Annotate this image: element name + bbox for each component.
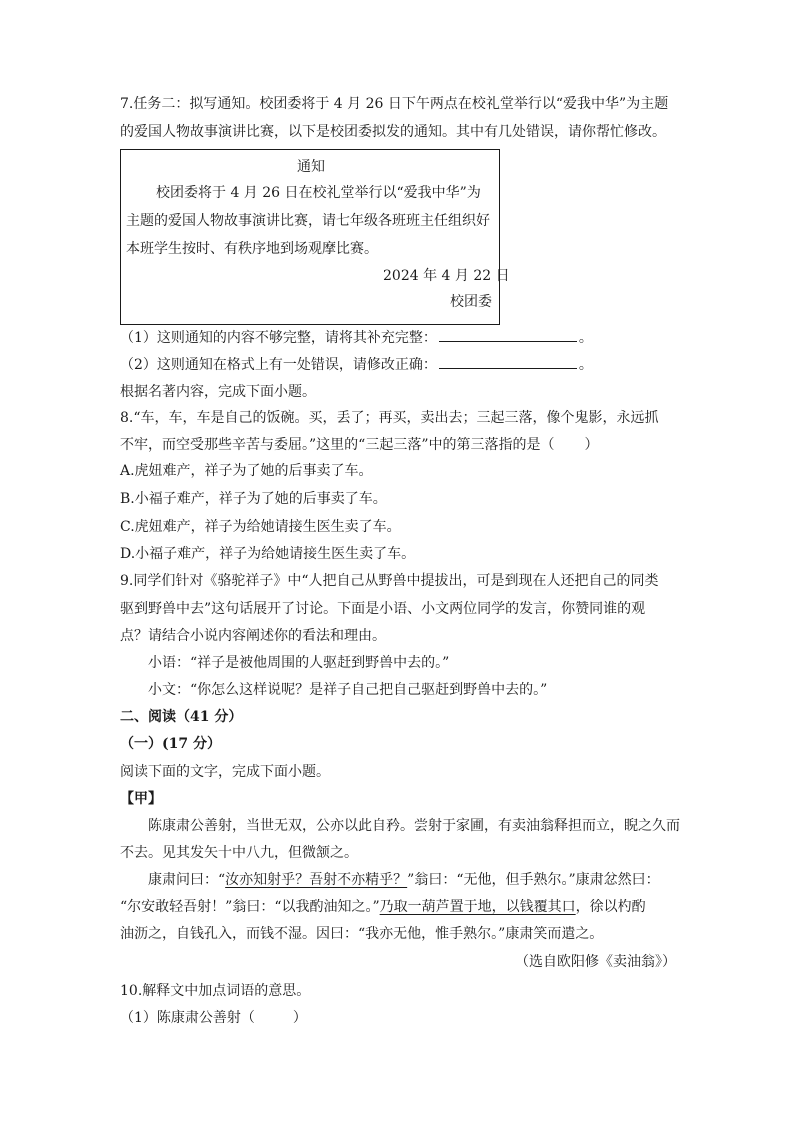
passage-source: （选自欧阳修《卖油翁》） (515, 954, 676, 970)
section-heading: 二、阅读（41 分） (120, 709, 243, 725)
famous-book-intro: 根据名著内容，完成下面小题。 (120, 384, 316, 400)
p2-line1-b: ”翁曰：“无他，但手熟尔。”康肃忿然曰： (407, 872, 660, 888)
q8-option-c[interactable]: C.虎妞难产，祥子为给她请接生医生卖了车。 (120, 519, 401, 535)
q7-sub1-text: （1）这则通知的内容不够完整，请将其补充完整： (120, 330, 437, 346)
answer-blank-1[interactable] (439, 327, 577, 342)
reading-instruction: 阅读下面的文字，完成下面小题。 (120, 764, 330, 780)
q8-line1: 8.“车，车，车是自己的饭碗。买，丢了；再买，卖出去；三起三落，像个鬼影，永远抓 (120, 410, 659, 426)
notice-body-line3: 本班学生按时、有秩序地到场观摩比赛。 (126, 241, 378, 257)
q9-line2: 驱到野兽中去”这句话展开了讨论。下面是小语、小文两位同学的发言，你赞同谁的观 (120, 601, 646, 617)
q9-line1: 9.同学们针对《骆驼祥子》中“人把自己从野兽中提拔出，可是到现在人还把自己的同类 (120, 573, 659, 589)
q7-sub1 (120, 327, 593, 348)
p2-line2-a: “尔安敢轻吾射！”翁曰：“以我酌油知之。” (120, 899, 380, 915)
q10-line1: 10.解释文中加点词语的意思。 (120, 983, 311, 999)
q9-xiaowen: 小文：“你怎么这样说呢？是祥子自己把自己驱赶到野兽中去的。” (148, 682, 548, 698)
p2-line2-underlined: 乃取一葫芦置于地，以钱覆其口 (379, 899, 576, 915)
q8-line2-text: 不牢，而空受那些辛苦与委屈。”这里的“三起三落”中的第三落指的是（ (120, 437, 555, 453)
p2-line1-underlined: 汝亦知射乎？吾射不亦精乎？ (225, 872, 408, 888)
q8-option-b[interactable]: B.小福子难产，祥子为了她的后事卖了车。 (120, 491, 387, 507)
q7-sub2-period: 。 (578, 357, 593, 373)
q10-sub1 (120, 1008, 307, 1028)
q8-line2-end: ） (584, 437, 599, 453)
passage-p1-line2: 不去。见其发矢十中八九，但微颔之。 (120, 845, 358, 861)
notice-body-line2: 主题的爱国人物故事演讲比赛，请七年级各班班主任组织好 (126, 213, 490, 229)
notice-signature: 校团委 (450, 294, 492, 310)
q8-line2 (120, 435, 598, 455)
passage-p2-line1 (148, 870, 660, 890)
notice-title: 通知 (297, 159, 325, 175)
q10-sub1-end: ） (292, 1010, 307, 1026)
answer-blank-2[interactable] (439, 354, 577, 369)
notice-date: 2024 年 4 月 22 日 (383, 268, 510, 284)
q7-sub2 (120, 354, 593, 375)
q8-option-d[interactable]: D.小福子难产，祥子为给她请接生医生卖了车。 (120, 546, 416, 562)
q7-sub2-text: （2）这则通知在格式上有一处错误，请修改正确： (120, 357, 437, 373)
passage-p2-line2 (120, 897, 646, 917)
notice-body-line1: 校团委将于 4 月 26 日在校礼堂举行以“爱我中华”为 (156, 185, 481, 201)
q8-option-a[interactable]: A.虎妞难产，祥子为了她的后事卖了车。 (120, 463, 373, 479)
p2-line1-a: 康肃问曰：“ (148, 872, 226, 888)
q7-line2: 的爱国人物故事演讲比赛，以下是校团委拟发的通知。其中有几处错误，请你帮忙修改。 (120, 124, 666, 140)
q9-xiaoyu: 小语：“祥子是被他周围的人驱赶到野兽中去的。” (148, 655, 450, 671)
passage-p1-line1: 陈康肃公善射，当世无双，公亦以此自矜。尝射于家圃，有卖油翁释担而立，睨之久而 (148, 818, 680, 834)
p2-line2-b: ，徐以杓酌 (575, 899, 646, 915)
q10-sub1-text: （1）陈康肃公善射（ (120, 1010, 255, 1026)
passage-p2-line3: 油沥之，自钱孔入，而钱不湿。因曰：“我亦无他，惟手熟尔。”康肃笑而遣之。 (120, 926, 604, 942)
q9-line3: 点？请结合小说内容阐述你的看法和理由。 (120, 628, 386, 644)
part-heading: （一）(17 分） (120, 736, 221, 752)
q7-line1: 7.任务二：拟写通知。校团委将于 4 月 26 日下午两点在校礼堂举行以“爱我中华”为主题 (120, 96, 669, 112)
q7-sub1-period: 。 (578, 330, 593, 346)
passage-label-jia: 【甲】 (120, 791, 162, 807)
